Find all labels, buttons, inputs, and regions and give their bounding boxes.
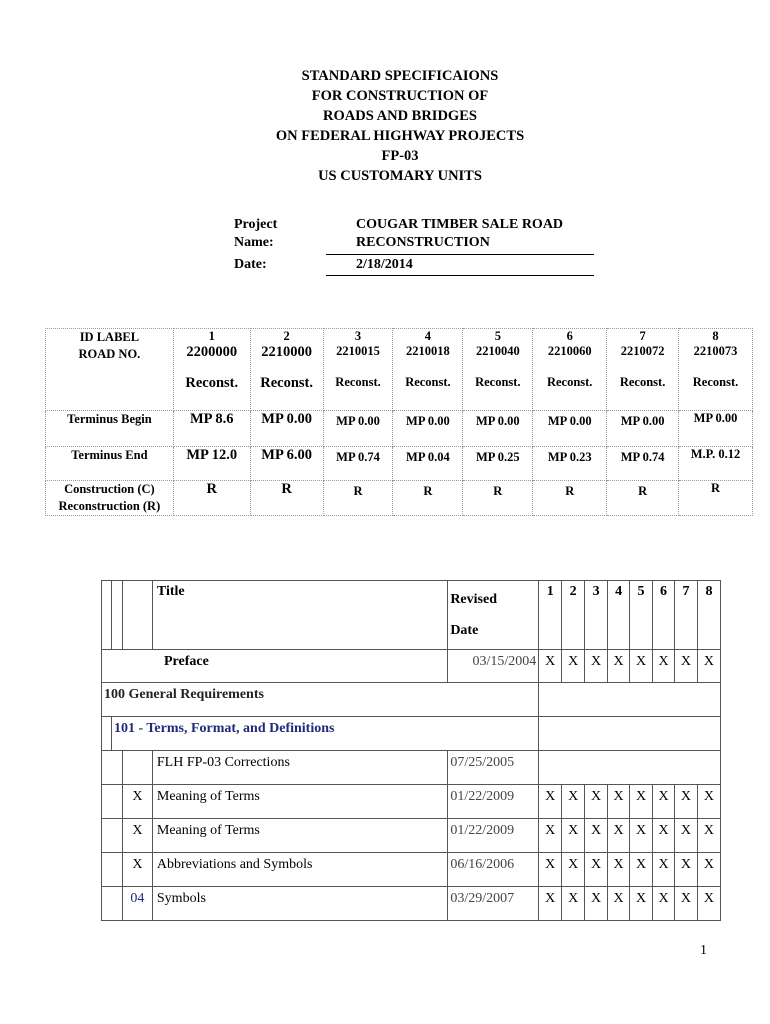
spec-row xyxy=(102,887,721,921)
terminus-begin-value: MP 0.00 xyxy=(607,411,679,447)
mark-cell: X xyxy=(697,887,720,921)
road-number: 2210018 xyxy=(406,344,450,358)
terminus-begin-value: MP 8.6 xyxy=(173,411,250,447)
construction-value: R xyxy=(607,481,679,516)
road-type: Reconst. xyxy=(692,375,739,389)
road-number: 2210073 xyxy=(693,344,738,358)
mark-cell: X xyxy=(585,887,608,921)
terminus-begin-value: MP 0.00 xyxy=(393,411,463,447)
road-number: 2200000 xyxy=(186,344,238,360)
mark-cell: X xyxy=(608,819,630,853)
mark-cell: X xyxy=(653,887,675,921)
road-number: 2210060 xyxy=(547,344,592,358)
mark-cell: X xyxy=(697,650,720,683)
blank-cell xyxy=(102,751,123,785)
revised-header: Revised xyxy=(450,592,497,607)
project-label: Project xyxy=(234,217,278,232)
mark-cell: X xyxy=(539,785,562,819)
road-type: Reconst. xyxy=(619,375,666,389)
title-header: Title xyxy=(152,581,447,650)
revised-date-header xyxy=(448,581,539,650)
row-mark: X xyxy=(122,853,152,887)
road-type: Reconst. xyxy=(185,375,239,391)
road-id: 5 xyxy=(494,329,501,343)
row-title: FLH FP-03 Corrections xyxy=(152,751,447,785)
road-column xyxy=(463,329,533,411)
row-mark: X xyxy=(122,819,152,853)
mark-cell: X xyxy=(608,785,630,819)
terminus-begin-row xyxy=(46,411,753,447)
road-type: Reconst. xyxy=(260,375,314,391)
road-column xyxy=(533,329,607,411)
project-name-line2: RECONSTRUCTION xyxy=(356,235,490,250)
page-number: 1 xyxy=(700,943,707,958)
spec-table xyxy=(101,580,721,921)
mark-cell: X xyxy=(562,650,585,683)
id-label: ID LABEL xyxy=(79,330,140,344)
road-number: 2210015 xyxy=(336,344,380,358)
mark-cell: X xyxy=(674,853,697,887)
road-type: Reconst. xyxy=(546,375,593,389)
row-date: 03/29/2007 xyxy=(448,887,539,921)
road-id: 4 xyxy=(424,329,432,343)
mark-cell: X xyxy=(562,819,585,853)
road-id: 2 xyxy=(283,329,290,343)
construction-value: R xyxy=(393,481,463,516)
col-number: 2 xyxy=(562,581,585,650)
construction-value: R xyxy=(323,481,393,516)
construction-value: R xyxy=(679,481,753,516)
mark-cell: X xyxy=(653,819,675,853)
road-column xyxy=(679,329,753,411)
name-label: Name: xyxy=(234,235,274,250)
section-101-heading: 101 - Terms, Format, and Definitions xyxy=(111,717,538,751)
preface-title: Preface xyxy=(102,650,448,683)
mark-cell: X xyxy=(562,887,585,921)
blank-cell xyxy=(102,853,123,887)
construction-row xyxy=(46,481,753,516)
mark-cell: X xyxy=(674,785,697,819)
terminus-end-label: Terminus End xyxy=(46,447,174,481)
road-id: 8 xyxy=(712,329,719,343)
blank-cell xyxy=(102,887,123,921)
blank-cell xyxy=(102,819,123,853)
road-column xyxy=(173,329,250,411)
title-line: FP-03 xyxy=(381,148,419,164)
road-no-label: ROAD NO. xyxy=(78,347,141,361)
row-title: Symbols xyxy=(152,887,447,921)
mark-cell: X xyxy=(697,853,720,887)
mark-cell: X xyxy=(653,785,675,819)
mark-cell: X xyxy=(585,819,608,853)
road-type: Reconst. xyxy=(335,375,381,389)
col-number: 6 xyxy=(653,581,675,650)
terminus-end-row xyxy=(46,447,753,481)
road-number: 2210000 xyxy=(261,344,313,360)
col-number: 8 xyxy=(697,581,720,650)
spec-row xyxy=(102,751,721,785)
mark-cell: X xyxy=(697,819,720,853)
road-column xyxy=(250,329,323,411)
blank-cell xyxy=(539,717,721,751)
col-number: 3 xyxy=(585,581,608,650)
terminus-end-value: MP 0.25 xyxy=(463,447,533,481)
terminus-begin-value: MP 0.00 xyxy=(533,411,607,447)
mark-cell: X xyxy=(697,785,720,819)
project-date: 2/18/2014 xyxy=(356,257,413,272)
title-line: ON FEDERAL HIGHWAY PROJECTS xyxy=(275,128,525,144)
blank-cell xyxy=(102,717,112,751)
date-underline xyxy=(326,275,594,276)
row-mark: X xyxy=(122,785,152,819)
spec-row xyxy=(102,785,721,819)
terminus-end-value: MP 0.74 xyxy=(607,447,679,481)
spec-header-row xyxy=(102,581,721,650)
terminus-end-value: MP 0.04 xyxy=(393,447,463,481)
mark-cell: X xyxy=(562,785,585,819)
terminus-end-value: M.P. 0.12 xyxy=(679,447,753,481)
mark-cell: X xyxy=(674,887,697,921)
road-id: 3 xyxy=(354,329,362,343)
terminus-begin-value: MP 0.00 xyxy=(679,411,753,447)
preface-date: 03/15/2004 xyxy=(448,650,539,683)
title-line: ROADS AND BRIDGES xyxy=(323,108,477,124)
mark-cell: X xyxy=(630,785,653,819)
terminus-begin-label: Terminus Begin xyxy=(46,411,174,447)
mark-cell: X xyxy=(539,650,562,683)
project-name-line1: COUGAR TIMBER SALE ROAD xyxy=(356,217,564,232)
mark-cell: X xyxy=(674,650,697,683)
blank-cell xyxy=(102,785,123,819)
mark-cell: X xyxy=(585,853,608,887)
mark-cell: X xyxy=(630,887,653,921)
mark-cell: X xyxy=(608,887,630,921)
construction-value: R xyxy=(250,481,323,516)
col-number: 5 xyxy=(630,581,653,650)
blank-cell xyxy=(539,683,721,717)
row-date: 01/22/2009 xyxy=(448,819,539,853)
road-column xyxy=(393,329,463,411)
blank-cell xyxy=(111,581,122,650)
terminus-end-value: MP 0.23 xyxy=(533,447,607,481)
mark-cell: X xyxy=(653,853,675,887)
row-title: Abbreviations and Symbols xyxy=(152,853,447,887)
construction-value: R xyxy=(173,481,250,516)
mark-cell: X xyxy=(653,650,675,683)
section-100-row xyxy=(102,683,721,717)
name-underline xyxy=(326,254,594,255)
mark-cell: X xyxy=(539,853,562,887)
row-date: 06/16/2006 xyxy=(448,853,539,887)
construction-label: Construction (C) Reconstruction (R) xyxy=(46,481,174,516)
road-type: Reconst. xyxy=(475,375,521,389)
road-id: 6 xyxy=(566,329,573,343)
date-label: Date: xyxy=(234,257,267,272)
mark-cell: X xyxy=(674,819,697,853)
mark-cell: X xyxy=(585,785,608,819)
title-line: US CUSTOMARY UNITS xyxy=(318,168,482,184)
road-table xyxy=(45,328,753,516)
row-mark xyxy=(122,751,152,785)
terminus-end-value: MP 12.0 xyxy=(173,447,250,481)
row-date: 07/25/2005 xyxy=(448,751,539,785)
col-number: 7 xyxy=(674,581,697,650)
col-number: 4 xyxy=(608,581,630,650)
mark-cell: X xyxy=(630,819,653,853)
mark-cell: X xyxy=(585,650,608,683)
title-line: STANDARD SPECIFICAIONS xyxy=(301,68,499,84)
mark-cell: X xyxy=(562,853,585,887)
row-title: Meaning of Terms xyxy=(152,819,447,853)
construction-value: R xyxy=(533,481,607,516)
col-number: 1 xyxy=(539,581,562,650)
preface-row xyxy=(102,650,721,683)
mark-cell: X xyxy=(539,819,562,853)
title-line: FOR CONSTRUCTION OF xyxy=(311,88,489,104)
document-title xyxy=(0,66,770,186)
terminus-end-value: MP 6.00 xyxy=(250,447,323,481)
spec-row xyxy=(102,819,721,853)
mark-cell: X xyxy=(630,853,653,887)
road-type: Reconst. xyxy=(405,375,451,389)
blank-cell xyxy=(539,751,721,785)
road-id: 7 xyxy=(639,329,646,343)
construction-value: R xyxy=(463,481,533,516)
mark-cell: X xyxy=(608,650,630,683)
blank-cell xyxy=(102,581,112,650)
mark-cell: X xyxy=(539,887,562,921)
terminus-begin-value: MP 0.00 xyxy=(250,411,323,447)
spec-row xyxy=(102,853,721,887)
id-label-cell xyxy=(46,329,174,411)
terminus-begin-value: MP 0.00 xyxy=(323,411,393,447)
row-date: 01/22/2009 xyxy=(448,785,539,819)
section-101-row xyxy=(102,717,721,751)
road-header-row xyxy=(46,329,753,411)
section-100-heading: 100 General Requirements xyxy=(102,683,539,717)
terminus-begin-value: MP 0.00 xyxy=(463,411,533,447)
road-column xyxy=(323,329,393,411)
row-title: Meaning of Terms xyxy=(152,785,447,819)
road-column xyxy=(607,329,679,411)
row-mark: 04 xyxy=(122,887,152,921)
mark-cell: X xyxy=(608,853,630,887)
terminus-end-value: MP 0.74 xyxy=(323,447,393,481)
mark-cell: X xyxy=(630,650,653,683)
road-number: 2210040 xyxy=(475,344,520,358)
date-header: Date xyxy=(450,623,479,638)
blank-cell xyxy=(122,581,152,650)
road-id: 1 xyxy=(208,329,215,343)
road-number: 2210072 xyxy=(620,344,665,358)
